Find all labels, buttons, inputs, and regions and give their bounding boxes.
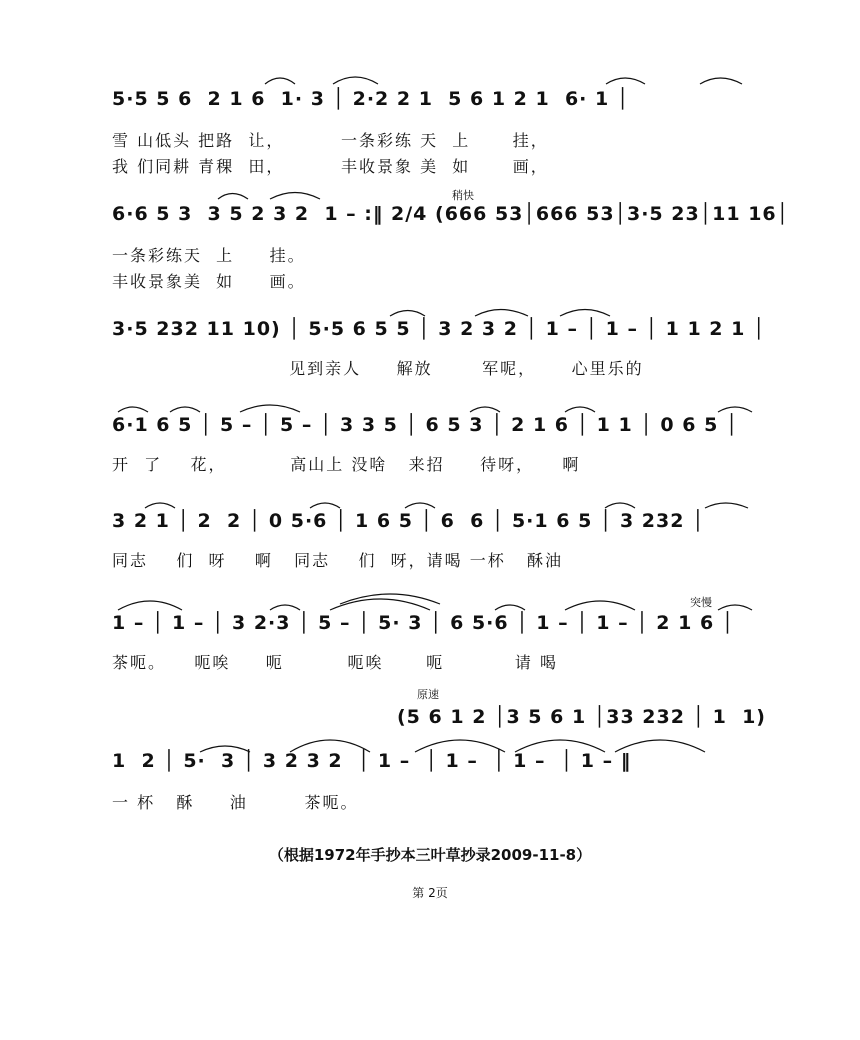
- source-note: （根据1972年手抄本三叶草抄录2009-11-8）: [268, 846, 592, 864]
- system-2-lyric-1: 一条彩练天 上 挂。: [112, 246, 306, 265]
- system-6-lyric-1: 茶呃。 呃唉 呃 呃唉 呃 请 喝: [112, 653, 559, 672]
- system-3-notes: 3·5 232 11 10) │ 5·5 6 5 5 │ 3 2 3 2 │ 1 – │ 1 – │ 1 1 2 1 │: [112, 318, 766, 340]
- system-5-lyric-1: 同志 们 呀 啊 同志 们 呀，请喝 一杯 酥油: [112, 551, 563, 570]
- tempo-mark-faster: 稍快: [452, 189, 474, 202]
- system-7-notes: 1 2 │ 5· 3 │ 3 2 3 2 │ 1 – │ 1 – │ 1 – │ 1 – ‖: [112, 750, 632, 772]
- system-4-lyric-1: 开 了 花， 高山上 没啥 来招 待呀， 啊: [112, 455, 581, 474]
- system-7-intro-notes: (5 6 1 2 │3 5 6 1 │33 232 │ 1 1): [397, 706, 766, 728]
- tempo-mark-sudden-slow: 突慢: [690, 596, 712, 609]
- system-3-lyric-1: 见到亲人 解放 军呢， 心里乐的: [112, 359, 644, 378]
- page-number: 第 2页: [412, 886, 448, 900]
- system-2-notes: 6·6 5 3 3 5 2 3 2 1 – :‖ 2/4 (666 53│666 53│3·5 23│11 16│: [112, 203, 790, 225]
- system-7-lyric-1: 一 杯 酥 油 茶呃。: [112, 793, 359, 812]
- system-4-notes: 6·1 6 5 │ 5 – │ 5 – │ 3 3 5 │ 6 5 3 │ 2 1 6 │ 1 1 │ 0 6 5 │: [112, 414, 739, 436]
- system-5-notes: 3 2 1 │ 2 2 │ 0 5·6 │ 1 6 5 │ 6 6 │ 5·1 6 5 │ 3 232 │: [112, 510, 705, 532]
- system-2-lyric-2: 丰收景象美 如 画。: [112, 272, 306, 291]
- system-1-lyric-2: 我 们同耕 青稞 田， 丰收景象 美 如 画，: [112, 157, 549, 176]
- system-1-lyric-1: 雪 山低头 把路 让， 一条彩练 天 上 挂，: [112, 131, 549, 150]
- system-1-notes: 5·5 5 6 2 1 6 1· 3 │ 2·2 2 1 5 6 1 2 1 6· 1 │: [112, 88, 630, 110]
- tempo-mark-original: 原速: [417, 688, 439, 701]
- system-6-notes: 1 – │ 1 – │ 3 2·3 │ 5 – │ 5· 3 │ 6 5·6 │ 1 – │ 1 – │ 2 1 6 │: [112, 612, 735, 634]
